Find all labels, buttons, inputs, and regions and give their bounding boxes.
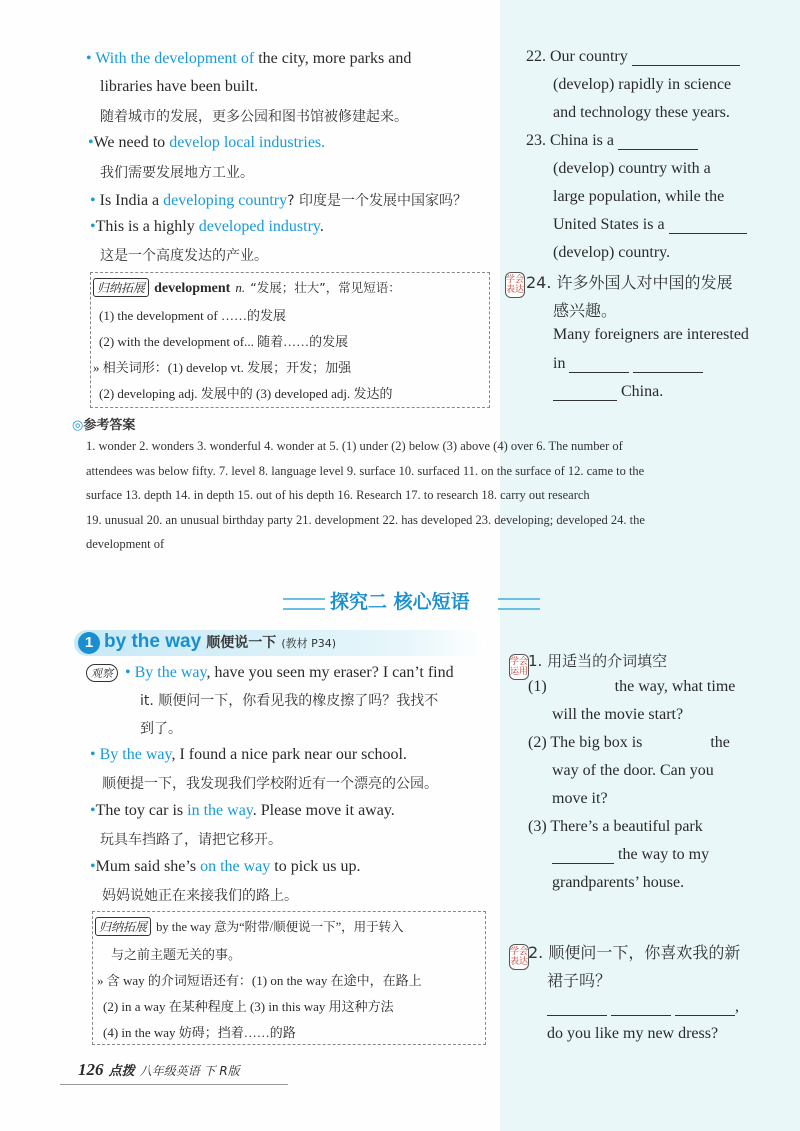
- answers-block: 1. wonder 2. wonders 3. wonderful 4. wonder at 5. (1) under (2) below (3) above (4) over 6. The number of attendees was below fifty. 7. level 8. language level 9. surface 10. surfaced 11. on the surface of 12. came to the surface 13. depth 14. in depth 15. out of his depth 16. Research 17. to research 18. carry out research 19. unusual 20. an unusual birthday party 21. development 22. has developed 23. developing; developed 24. the development of: [86, 439, 645, 551]
- exercise-2-title: 2. 顺便问一下，你喜欢我的新: [528, 943, 741, 962]
- example-4: •This is a highly developed industry.: [90, 218, 324, 235]
- answer-blank[interactable]: [553, 400, 617, 401]
- answer-blank[interactable]: [551, 695, 611, 696]
- phrase-heading: 1 by the way 顺便说一下 (教材 P34): [74, 630, 486, 656]
- note-box-by-the-way: 归纳拓展 by the way 意为“附带/顺便说一下”，用于转入 与之前主题无关的事。 » 含 way 的介词短语还有：(1) on the way 在途中，在路上 (2) in a way 在某种程度上 (3) in this way 用这种方法 (4) in the way 妨碍；挡着……的路: [92, 911, 486, 1045]
- on-the-way-example: •Mum said she’s on the way to pick us up.: [90, 858, 361, 875]
- brand: 点拨: [108, 1064, 135, 1079]
- footer-rule: [60, 1084, 288, 1085]
- example-2: •We need to develop local industries.: [88, 134, 326, 151]
- example-4-translation: 这是一个高度发达的产业。: [100, 248, 268, 264]
- answer-blank[interactable]: [632, 65, 740, 66]
- answer-blank[interactable]: [618, 149, 698, 150]
- section-title: 探究二 核心短语: [330, 591, 470, 613]
- q24: 24. 许多外国人对中国的发展: [526, 273, 733, 292]
- learn-express-badge: 学会表达: [505, 272, 525, 298]
- answer-blank[interactable]: [669, 233, 747, 234]
- by-the-way-example-1: • By the way, have you seen my eraser? I can’t find: [125, 664, 454, 681]
- page-footer: [78, 1060, 240, 1080]
- example-1-line2: libraries have been built.: [100, 78, 259, 95]
- learn-express-badge-2: 学会表达: [509, 944, 529, 970]
- example-2-translation: 我们需要发展地方工业。: [100, 165, 254, 181]
- learn-use-badge: 学会运用: [509, 654, 529, 680]
- answer-blank[interactable]: [675, 1015, 735, 1016]
- note-box-development: 归纳拓展 development n. “发展；壮大”，常见短语： (1) the development of ……的发展 (2) with the development of... 随着……的发展 » 相关词形：(1) develop vt. 发展；开发；加强 (2) developing adj. 发展中的 (3) developed adj. 发达的: [90, 272, 490, 408]
- q22: 22. Our country: [526, 48, 740, 66]
- title-decor-left: [283, 598, 325, 610]
- page-number: 126: [78, 1060, 104, 1079]
- example-3: • Is India a developing country? 印度是一个发展中国家吗？: [90, 192, 467, 209]
- phrase-number: 1: [78, 632, 100, 654]
- example-1: • With the development of the city, more parks and: [86, 50, 412, 67]
- answer-blank[interactable]: [611, 1015, 671, 1016]
- in-the-way-example: •The toy car is in the way. Please move it away.: [90, 802, 395, 819]
- answers-title: ◎参考答案: [72, 418, 136, 433]
- answer-blank[interactable]: [547, 1015, 607, 1016]
- note-tag: 归纳拓展: [95, 917, 151, 936]
- answer-blank[interactable]: [569, 372, 629, 373]
- example-1-translation: 随着城市的发展，更多公园和图书馆被修建起来。: [100, 109, 408, 125]
- answer-blank[interactable]: [646, 751, 706, 752]
- by-the-way-example-2: • By the way, I found a nice park near our school.: [90, 746, 407, 763]
- book-title: 八年级英语 下 R版: [139, 1064, 240, 1078]
- answer-blank[interactable]: [552, 863, 614, 864]
- q23: 23. China is a: [526, 132, 698, 150]
- title-decor-right: [498, 598, 540, 610]
- answer-blank[interactable]: [633, 372, 703, 373]
- note-tag: 归纳拓展: [93, 278, 149, 297]
- exercise-1-title: 1. 用适当的介词填空: [528, 652, 668, 670]
- observe-tag: 观察: [86, 664, 118, 682]
